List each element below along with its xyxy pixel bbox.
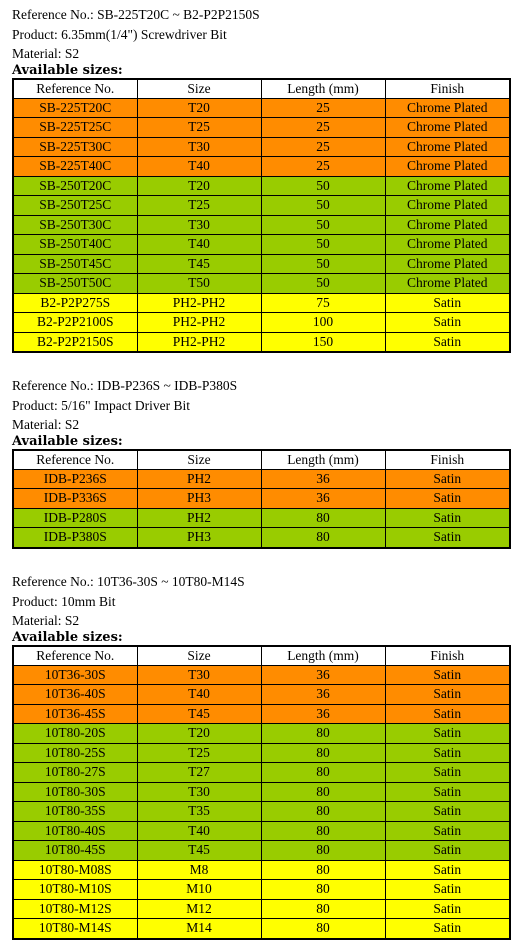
table-row	[13, 899, 510, 919]
cell-finish: Chrome Plated	[385, 274, 510, 294]
cell-reference: 10T80-27S	[13, 763, 137, 783]
cell-reference: 10T80-40S	[13, 821, 137, 841]
table-row	[13, 919, 510, 939]
cell-size: T50	[137, 274, 261, 294]
cell-finish: Chrome Plated	[385, 215, 510, 235]
cell-reference: 10T80-M14S	[13, 919, 137, 939]
cell-reference: SB-250T30C	[13, 215, 137, 235]
cell-finish: Satin	[385, 293, 510, 313]
table-row	[13, 763, 510, 783]
table-row	[13, 685, 510, 705]
cell-reference: B2-P2P275S	[13, 293, 137, 313]
cell-size: T30	[137, 665, 261, 685]
cell-reference: SB-225T30C	[13, 137, 137, 157]
cell-length: 36	[261, 469, 385, 489]
cell-length: 50	[261, 254, 385, 274]
cell-reference: SB-225T20C	[13, 98, 137, 118]
header-reference: Reference No.	[13, 646, 137, 666]
cell-length: 80	[261, 841, 385, 861]
table-row	[13, 802, 510, 822]
cell-reference: SB-250T40C	[13, 235, 137, 255]
cell-reference: SB-250T25C	[13, 196, 137, 216]
table-row	[13, 489, 510, 509]
table-row	[13, 98, 510, 118]
cell-size: PH2	[137, 469, 261, 489]
cell-finish: Chrome Plated	[385, 118, 510, 138]
table-row	[13, 841, 510, 861]
header-size: Size	[137, 646, 261, 666]
table-header-row	[13, 646, 510, 666]
product-name: Product: 6.35mm(1/4") Screwdriver Bit	[12, 26, 227, 42]
cell-finish: Satin	[385, 763, 510, 783]
cell-reference: 10T36-30S	[13, 665, 137, 685]
table-row	[13, 704, 510, 724]
cell-size: PH3	[137, 528, 261, 548]
cell-size: T30	[137, 215, 261, 235]
product-section-impact-driver-bit	[12, 376, 509, 549]
cell-size: PH3	[137, 489, 261, 509]
cell-length: 50	[261, 215, 385, 235]
cell-length: 80	[261, 899, 385, 919]
cell-reference: SB-250T20C	[13, 176, 137, 196]
cell-finish: Satin	[385, 782, 510, 802]
cell-finish: Chrome Plated	[385, 196, 510, 216]
cell-size: PH2-PH2	[137, 293, 261, 313]
cell-length: 25	[261, 157, 385, 177]
header-finish: Finish	[385, 646, 510, 666]
reference-range: Reference No.: SB-225T20C ~ B2-P2P2150S	[12, 7, 260, 22]
cell-finish: Chrome Plated	[385, 254, 510, 274]
cell-length: 36	[261, 685, 385, 705]
cell-length: 50	[261, 274, 385, 294]
table-row	[13, 313, 510, 333]
table-row	[13, 332, 510, 352]
cell-finish: Satin	[385, 685, 510, 705]
cell-length: 150	[261, 332, 385, 352]
table-row	[13, 137, 510, 157]
cell-size: M12	[137, 899, 261, 919]
cell-length: 50	[261, 196, 385, 216]
table-row	[13, 176, 510, 196]
cell-size: T20	[137, 98, 261, 118]
cell-finish: Chrome Plated	[385, 98, 510, 118]
cell-reference: 10T36-45S	[13, 704, 137, 724]
cell-length: 75	[261, 293, 385, 313]
cell-length: 25	[261, 137, 385, 157]
cell-size: T45	[137, 841, 261, 861]
table-row	[13, 743, 510, 763]
cell-reference: 10T80-M12S	[13, 899, 137, 919]
cell-size: PH2-PH2	[137, 313, 261, 333]
table-row	[13, 880, 510, 900]
cell-finish: Satin	[385, 821, 510, 841]
table-row	[13, 235, 510, 255]
material: Material: S2	[12, 46, 80, 61]
table-row	[13, 196, 510, 216]
cell-finish: Satin	[385, 880, 510, 900]
cell-reference: 10T80-M10S	[13, 880, 137, 900]
cell-size: PH2-PH2	[137, 332, 261, 352]
table-row	[13, 782, 510, 802]
cell-reference: B2-P2P2150S	[13, 332, 137, 352]
cell-length: 25	[261, 98, 385, 118]
cell-reference: 10T80-M08S	[13, 860, 137, 880]
table-row	[13, 215, 510, 235]
header-reference: Reference No.	[13, 79, 137, 99]
product-section-screwdriver-bit	[12, 5, 509, 353]
cell-length: 80	[261, 743, 385, 763]
cell-reference: SB-225T40C	[13, 157, 137, 177]
cell-length: 80	[261, 821, 385, 841]
table-row	[13, 274, 510, 294]
cell-finish: Satin	[385, 802, 510, 822]
cell-length: 80	[261, 880, 385, 900]
material: Material: S2	[12, 613, 80, 628]
cell-length: 50	[261, 235, 385, 255]
table-row	[13, 665, 510, 685]
cell-size: M10	[137, 880, 261, 900]
cell-length: 80	[261, 508, 385, 528]
cell-reference: SB-225T25C	[13, 118, 137, 138]
cell-reference: 10T80-30S	[13, 782, 137, 802]
cell-length: 80	[261, 802, 385, 822]
cell-size: T40	[137, 235, 261, 255]
table-row	[13, 293, 510, 313]
cell-size: T45	[137, 704, 261, 724]
cell-finish: Satin	[385, 743, 510, 763]
reference-range: Reference No.: 10T36-30S ~ 10T80-M14S	[12, 574, 245, 589]
table-body	[13, 665, 510, 939]
sizes-table	[12, 449, 511, 549]
cell-size: T20	[137, 176, 261, 196]
cell-finish: Chrome Plated	[385, 176, 510, 196]
cell-reference: 10T80-20S	[13, 724, 137, 744]
cell-length: 80	[261, 860, 385, 880]
cell-reference: IDB-P236S	[13, 469, 137, 489]
table-row	[13, 724, 510, 744]
cell-finish: Satin	[385, 508, 510, 528]
cell-length: 80	[261, 724, 385, 744]
cell-size: T40	[137, 685, 261, 705]
table-header-row	[13, 79, 510, 99]
available-sizes-heading: Available sizes:	[12, 629, 123, 645]
cell-reference: IDB-P336S	[13, 489, 137, 509]
cell-finish: Satin	[385, 724, 510, 744]
cell-size: T30	[137, 782, 261, 802]
table-body	[13, 469, 510, 548]
cell-size: M8	[137, 860, 261, 880]
table-row	[13, 118, 510, 138]
cell-finish: Chrome Plated	[385, 157, 510, 177]
header-size: Size	[137, 450, 261, 470]
table-row	[13, 821, 510, 841]
cell-reference: IDB-P280S	[13, 508, 137, 528]
cell-size: T30	[137, 137, 261, 157]
table-body	[13, 98, 510, 352]
table-row	[13, 254, 510, 274]
cell-length: 100	[261, 313, 385, 333]
cell-length: 25	[261, 118, 385, 138]
cell-reference: 10T80-25S	[13, 743, 137, 763]
table-row	[13, 528, 510, 548]
cell-length: 36	[261, 665, 385, 685]
header-length: Length (mm)	[261, 646, 385, 666]
cell-finish: Satin	[385, 469, 510, 489]
cell-finish: Satin	[385, 841, 510, 861]
available-sizes-heading: Available sizes:	[12, 433, 123, 449]
material: Material: S2	[12, 417, 80, 432]
header-finish: Finish	[385, 450, 510, 470]
cell-finish: Satin	[385, 860, 510, 880]
product-section-10mm-bit	[12, 572, 509, 940]
table-row	[13, 469, 510, 489]
sizes-table	[12, 645, 511, 940]
cell-length: 80	[261, 919, 385, 939]
cell-reference: IDB-P380S	[13, 528, 137, 548]
cell-reference: 10T80-45S	[13, 841, 137, 861]
cell-size: T40	[137, 157, 261, 177]
cell-finish: Satin	[385, 528, 510, 548]
cell-reference: SB-250T50C	[13, 274, 137, 294]
cell-finish: Satin	[385, 899, 510, 919]
cell-finish: Satin	[385, 704, 510, 724]
cell-finish: Satin	[385, 489, 510, 509]
header-finish: Finish	[385, 79, 510, 99]
cell-finish: Satin	[385, 919, 510, 939]
table-row	[13, 157, 510, 177]
cell-length: 80	[261, 782, 385, 802]
cell-reference: B2-P2P2100S	[13, 313, 137, 333]
table-row	[13, 860, 510, 880]
cell-finish: Chrome Plated	[385, 235, 510, 255]
cell-finish: Satin	[385, 313, 510, 333]
table-header-row	[13, 450, 510, 470]
cell-size: T27	[137, 763, 261, 783]
cell-size: T45	[137, 254, 261, 274]
product-name: Product: 5/16" Impact Driver Bit	[12, 397, 190, 413]
cell-size: T25	[137, 743, 261, 763]
cell-finish: Satin	[385, 665, 510, 685]
cell-length: 80	[261, 528, 385, 548]
cell-size: M14	[137, 919, 261, 939]
cell-reference: 10T80-35S	[13, 802, 137, 822]
cell-reference: SB-250T45C	[13, 254, 137, 274]
cell-reference: 10T36-40S	[13, 685, 137, 705]
cell-length: 36	[261, 704, 385, 724]
available-sizes-heading: Available sizes:	[12, 62, 123, 78]
cell-size: PH2	[137, 508, 261, 528]
cell-finish: Chrome Plated	[385, 137, 510, 157]
reference-range: Reference No.: IDB-P236S ~ IDB-P380S	[12, 378, 238, 393]
header-reference: Reference No.	[13, 450, 137, 470]
header-length: Length (mm)	[261, 79, 385, 99]
cell-length: 36	[261, 489, 385, 509]
cell-size: T20	[137, 724, 261, 744]
product-name: Product: 10mm Bit	[12, 593, 116, 609]
cell-size: T25	[137, 118, 261, 138]
header-length: Length (mm)	[261, 450, 385, 470]
table-row	[13, 508, 510, 528]
cell-size: T25	[137, 196, 261, 216]
cell-length: 80	[261, 763, 385, 783]
cell-size: T40	[137, 821, 261, 841]
header-size: Size	[137, 79, 261, 99]
sizes-table	[12, 78, 511, 354]
cell-finish: Satin	[385, 332, 510, 352]
cell-size: T35	[137, 802, 261, 822]
cell-length: 50	[261, 176, 385, 196]
